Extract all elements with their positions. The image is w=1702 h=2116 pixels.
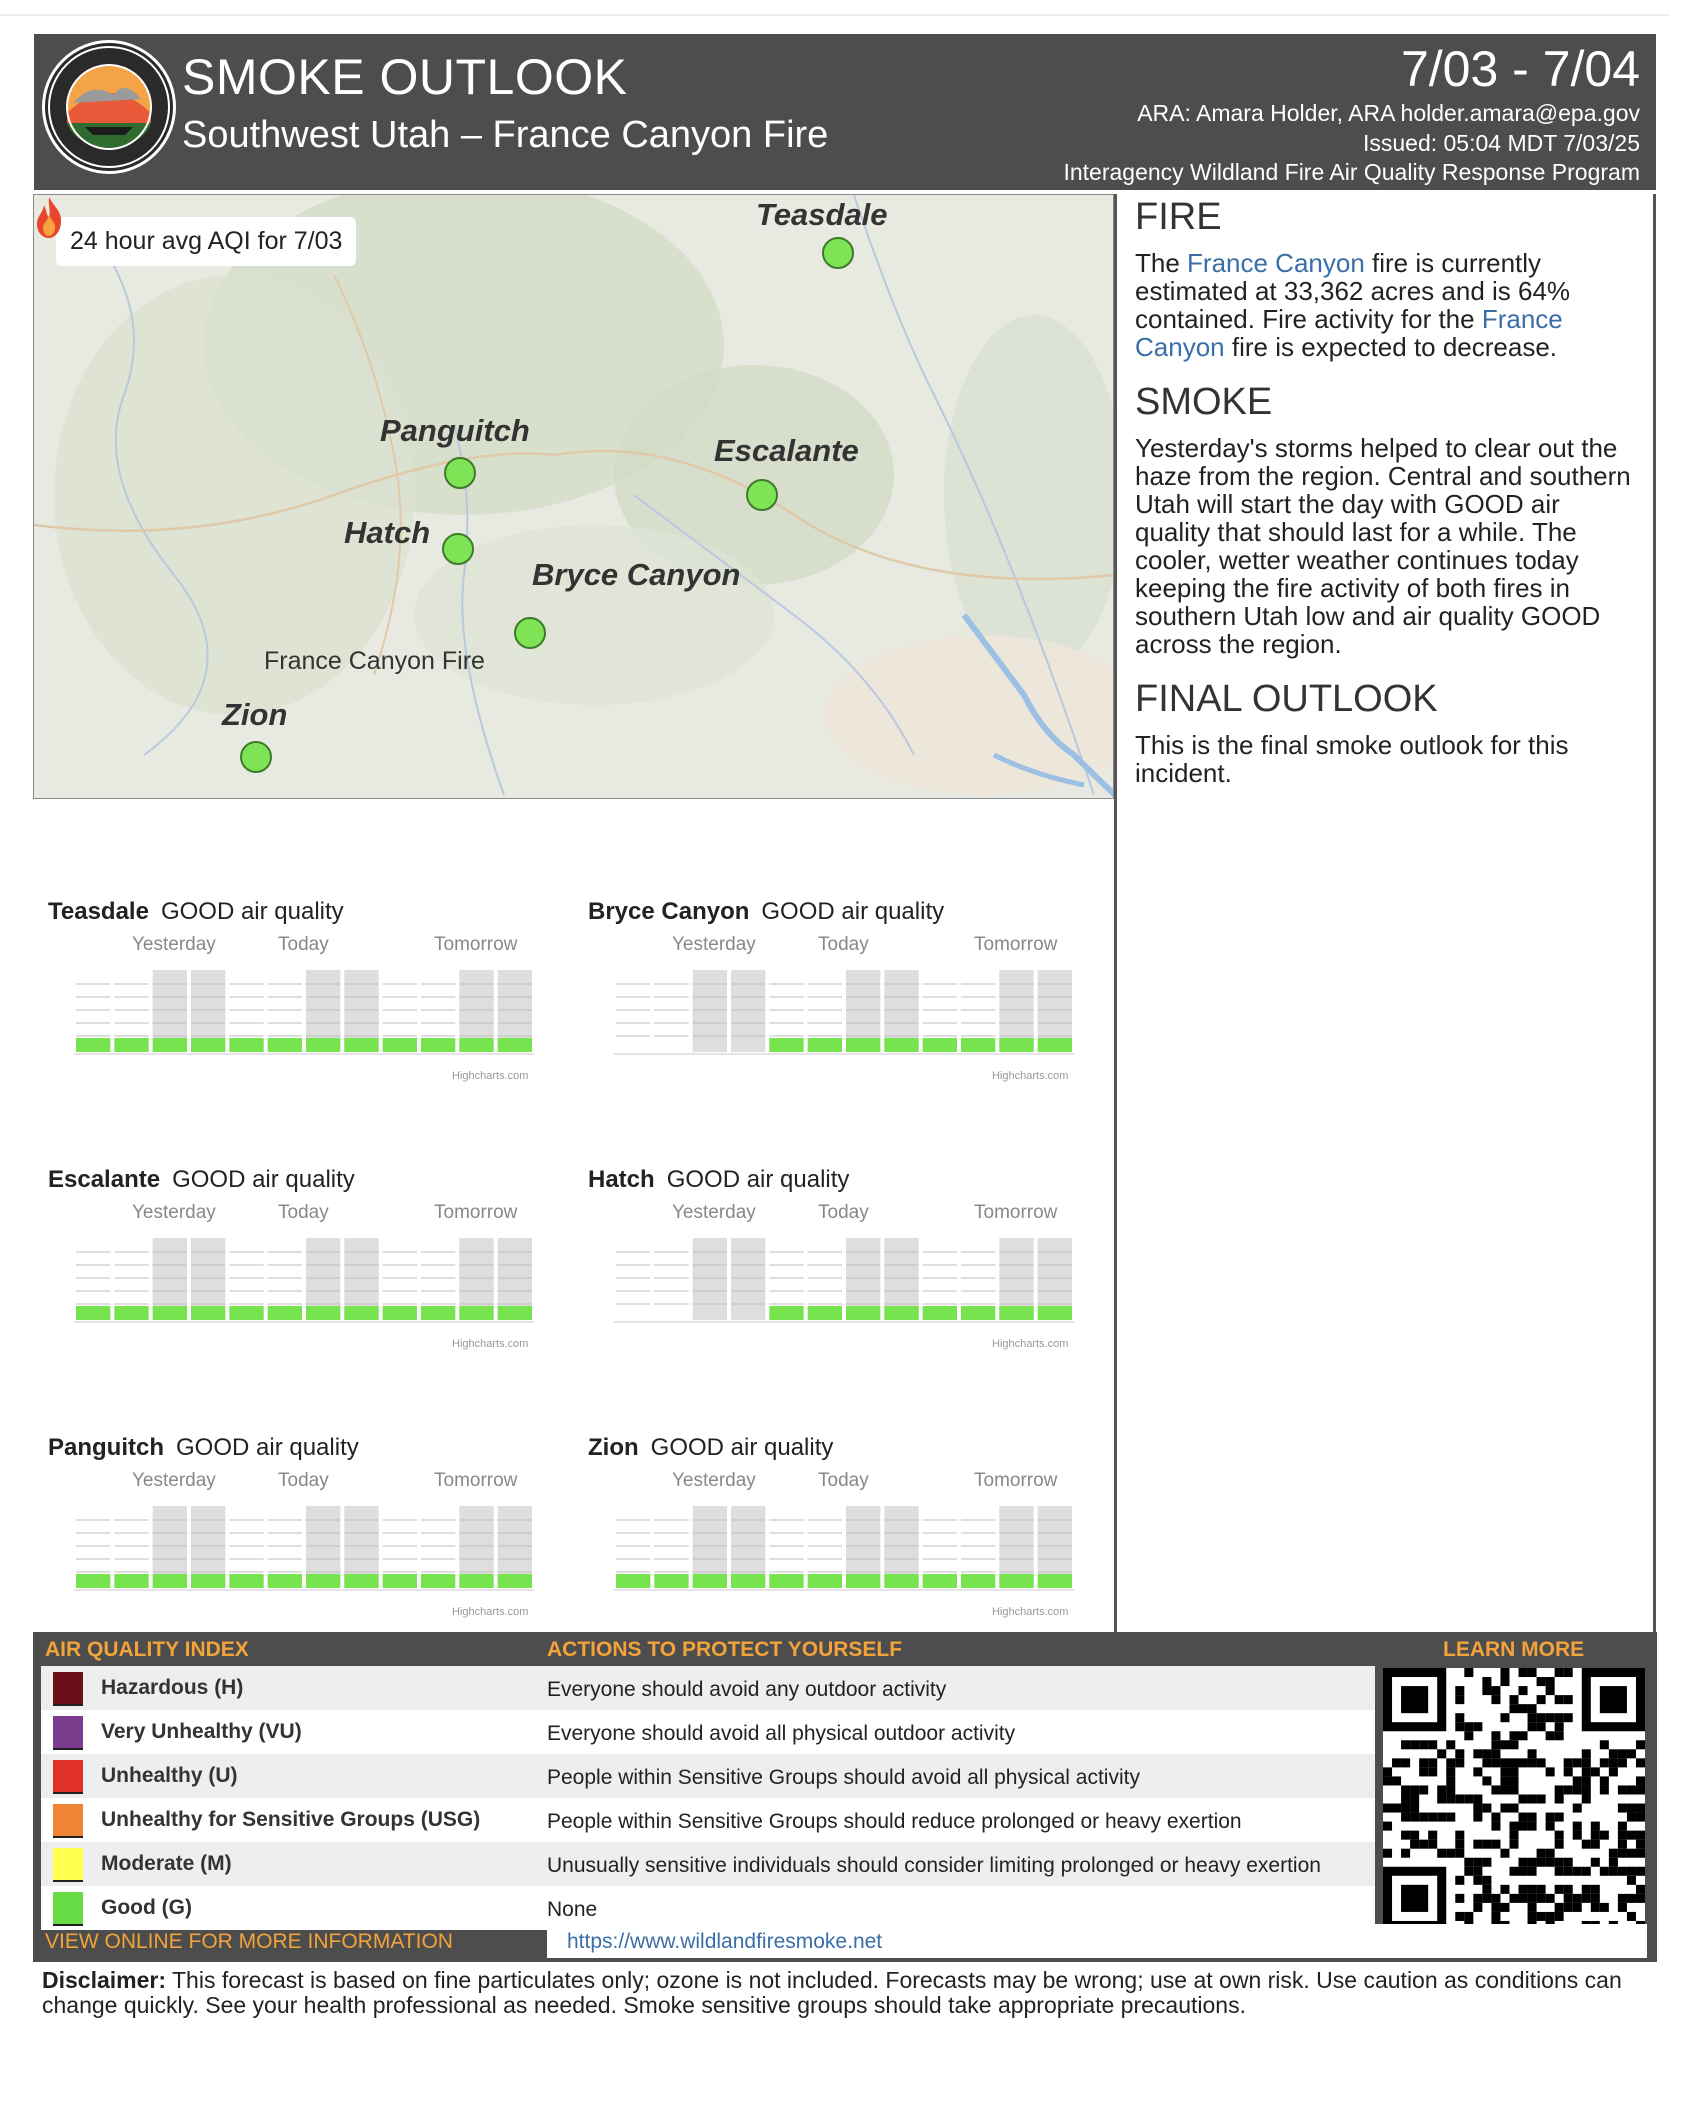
aqi-row <box>41 1842 1375 1886</box>
aqi-bar-good <box>808 1574 842 1588</box>
aqi-row <box>41 1754 1375 1798</box>
station-name: Panguitch <box>48 1434 165 1461</box>
aqi-action-text: People within Sensitive Groups should reduce prolonged or heavy exertion <box>547 1810 1242 1833</box>
aqi-action-text: Everyone should avoid any outdoor activity <box>547 1678 947 1701</box>
aqi-color-swatch <box>53 1716 83 1750</box>
day-label: Tomorrow <box>974 934 1058 955</box>
highcharts-credit[interactable]: Highcharts.com <box>992 1338 1069 1350</box>
fire-text-1: The <box>1135 248 1188 278</box>
program-logo <box>42 40 176 174</box>
aqi-bar-good <box>421 1574 455 1588</box>
station-status: GOOD air quality <box>160 898 344 925</box>
aqi-action-text: Everyone should avoid all physical outdoor activity <box>547 1722 1016 1745</box>
fire-text-2: fire is currently estimated at 33,362 acres and is 64% contained. Fire activity for the <box>1135 248 1571 334</box>
aqi-bar-good <box>654 1574 688 1588</box>
aqi-bar-good <box>846 1574 880 1588</box>
aqi-category-label: Unhealthy for Sensitive Groups (USG) <box>101 1808 481 1831</box>
station-chart <box>574 1434 1094 1634</box>
aqi-bar-good <box>961 1038 995 1052</box>
city-marker-teasdale[interactable] <box>822 237 854 269</box>
aqi-bar-good <box>268 1038 302 1052</box>
highcharts-credit[interactable]: Highcharts.com <box>992 1070 1069 1082</box>
city-marker-panguitch[interactable] <box>444 457 476 489</box>
learn-more-header: LEARN MORE <box>1443 1638 1585 1661</box>
day-label: Today <box>278 1470 329 1491</box>
day-label: Today <box>818 934 869 955</box>
aqi-map[interactable] <box>33 194 1114 799</box>
final-outlook-heading: FINAL OUTLOOK <box>1135 678 1438 720</box>
aqi-bar-good <box>769 1574 803 1588</box>
day-label: Today <box>818 1202 869 1223</box>
aqi-bar-good <box>731 1574 765 1588</box>
highcharts-credit[interactable]: Highcharts.com <box>992 1606 1069 1618</box>
aqi-bar-good <box>999 1306 1033 1320</box>
website-link[interactable]: https://www.wildlandfiresmoke.net <box>567 1930 883 1953</box>
aqi-bar-good <box>459 1574 493 1588</box>
station-name: Hatch <box>588 1166 655 1193</box>
city-label-teasdale: Teasdale <box>756 197 888 232</box>
aqi-bar-good <box>459 1038 493 1052</box>
station-name: Teasdale <box>48 898 149 925</box>
station-status: GOOD air quality <box>172 1166 355 1193</box>
aqi-bar-good <box>884 1306 918 1320</box>
aqi-bar-good <box>923 1306 957 1320</box>
issued-time: Issued: 05:04 MDT 7/03/25 <box>1362 130 1640 156</box>
aqi-bar-plot <box>74 1236 534 1328</box>
fire-icon <box>34 195 64 239</box>
aqi-bar-good <box>923 1038 957 1052</box>
aqi-bar-good <box>306 1306 340 1320</box>
aqi-bar-good <box>344 1574 378 1588</box>
aqi-bar-good <box>153 1574 187 1588</box>
aqi-category-label: Hazardous (H) <box>101 1676 244 1699</box>
program-name: Interagency Wildland Fire Air Quality Response Program <box>1063 159 1640 185</box>
aqi-bar-good <box>114 1038 148 1052</box>
station-name: Zion <box>588 1434 639 1461</box>
station-chart-title <box>48 898 344 926</box>
city-marker-bryce-canyon[interactable] <box>514 617 546 649</box>
aqi-category-label: Good (G) <box>101 1896 192 1919</box>
city-label-zion: Zion <box>222 697 288 732</box>
day-label: Yesterday <box>672 1202 756 1223</box>
aqi-bar-good <box>114 1306 148 1320</box>
aqi-bar-good <box>191 1574 225 1588</box>
aqi-bar-good <box>306 1574 340 1588</box>
aqi-bar-good <box>769 1038 803 1052</box>
city-marker-hatch[interactable] <box>442 533 474 565</box>
day-label: Tomorrow <box>974 1202 1058 1223</box>
station-status: GOOD air quality <box>650 1434 834 1461</box>
aqi-color-swatch <box>53 1672 83 1706</box>
aqi-action-text: People within Sensitive Groups should avoid all physical activity <box>547 1766 1140 1789</box>
ara-contact: ARA: Amara Holder, ARA holder.amara@epa.gov <box>1137 100 1640 126</box>
logo-ring <box>45 43 173 171</box>
station-name: Escalante <box>48 1166 161 1193</box>
aqi-bar-good <box>421 1306 455 1320</box>
aqi-bar-good <box>999 1038 1033 1052</box>
day-label: Tomorrow <box>434 1202 518 1223</box>
aqi-bar-good <box>191 1038 225 1052</box>
highcharts-credit[interactable]: Highcharts.com <box>452 1606 529 1618</box>
aqi-bar-good <box>191 1306 225 1320</box>
aqi-bar-good <box>383 1038 417 1052</box>
forecast-dates: 7/03 - 7/04 <box>1400 41 1640 97</box>
aqi-bar-good <box>923 1574 957 1588</box>
station-chart <box>574 1166 1094 1366</box>
aqi-bar-good <box>961 1574 995 1588</box>
day-label: Today <box>818 1470 869 1491</box>
day-label: Tomorrow <box>434 934 518 955</box>
aqi-category-label: Moderate (M) <box>101 1852 232 1875</box>
day-label: Yesterday <box>672 934 756 955</box>
aqi-bar-good <box>268 1306 302 1320</box>
station-status: GOOD air quality <box>761 898 945 925</box>
aqi-bar-good <box>421 1038 455 1052</box>
top-rule <box>0 14 1670 16</box>
bar-background <box>693 1238 727 1320</box>
aqi-bar-good <box>229 1306 263 1320</box>
qr-code-icon[interactable] <box>1383 1668 1645 1930</box>
smoke-heading: SMOKE <box>1135 381 1273 423</box>
fire-link-france-canyon[interactable]: France Canyon <box>1187 248 1365 278</box>
station-status: GOOD air quality <box>666 1166 850 1193</box>
smoke-paragraph: Yesterday's storms helped to clear out the haze from the region. Central and southern Utah will start the day with GOOD air quality that should last for a while. The cooler, wetter weather continues today keeping the fire activity of both fires in southern Utah low and air quality GOOD across the region. <box>1135 433 1631 659</box>
day-label: Tomorrow <box>434 1470 518 1491</box>
terrain-basemap <box>34 195 1114 799</box>
aqi-bar-good <box>344 1038 378 1052</box>
aqi-bar-good <box>693 1574 727 1588</box>
actions-col-header: ACTIONS TO PROTECT YOURSELF <box>547 1638 903 1661</box>
fire-paragraph <box>1135 249 1639 361</box>
aqi-bar-plot <box>614 968 1074 1060</box>
aqi-bar-good <box>459 1306 493 1320</box>
aqi-bar-good <box>76 1306 110 1320</box>
aqi-color-swatch <box>53 1804 83 1838</box>
aqi-bar-good <box>961 1306 995 1320</box>
highcharts-credit[interactable]: Highcharts.com <box>452 1070 529 1082</box>
aqi-color-swatch <box>53 1848 83 1882</box>
fire-location-label: France Canyon Fire <box>264 647 485 675</box>
aqi-bar-good <box>846 1038 880 1052</box>
aqi-bar-good <box>1038 1574 1072 1588</box>
aqi-row <box>41 1666 1375 1710</box>
aqi-bar-good <box>229 1574 263 1588</box>
day-label: Yesterday <box>672 1470 756 1491</box>
city-label-bryce-canyon: Bryce Canyon <box>532 557 741 592</box>
aqi-bar-good <box>884 1038 918 1052</box>
disclaimer <box>42 1968 1622 2018</box>
station-chart-title <box>48 1166 355 1194</box>
aqi-bar-good <box>229 1038 263 1052</box>
aqi-bar-good <box>153 1038 187 1052</box>
map-aqi-label: 24 hour avg AQI for 7/03 <box>56 217 356 266</box>
aqi-color-swatch <box>53 1760 83 1794</box>
day-label: Yesterday <box>132 934 216 955</box>
disclaimer-label: Disclaimer: <box>42 1967 167 1993</box>
station-chart <box>34 898 554 1098</box>
page-subtitle: Southwest Utah – France Canyon Fire <box>182 114 829 156</box>
aqi-bar-good <box>1038 1306 1072 1320</box>
aqi-row <box>41 1710 1375 1754</box>
aqi-bar-good <box>616 1574 650 1588</box>
city-label-panguitch: Panguitch <box>380 413 530 448</box>
header-banner <box>34 34 1656 190</box>
station-status: GOOD air quality <box>176 1434 359 1461</box>
aqi-bar-good <box>498 1306 532 1320</box>
aqi-bar-good <box>344 1306 378 1320</box>
aqi-bar-good <box>846 1306 880 1320</box>
fire-text-3: fire is expected to decrease. <box>1224 332 1558 362</box>
aqi-row <box>41 1798 1375 1842</box>
aqi-bar-good <box>76 1574 110 1588</box>
page-title: SMOKE OUTLOOK <box>182 49 628 105</box>
aqi-bar-plot <box>74 1504 534 1596</box>
station-chart-title <box>588 1434 833 1462</box>
aqi-bar-good <box>76 1038 110 1052</box>
aqi-action-text: None <box>547 1898 598 1921</box>
city-marker-zion[interactable] <box>240 741 272 773</box>
aqi-col-header: AIR QUALITY INDEX <box>45 1638 249 1661</box>
aqi-action-text: Unusually sensitive individuals should consider limiting prolonged or heavy exertion <box>547 1854 1321 1877</box>
aqi-bar-good <box>1038 1038 1072 1052</box>
fire-link-france-canyon-2[interactable]: France Canyon <box>1135 304 1563 362</box>
aqi-legend-table <box>33 1632 1657 1962</box>
aqi-bar-plot <box>614 1504 1074 1596</box>
aqi-bar-good <box>268 1574 302 1588</box>
station-name: Bryce Canyon <box>588 898 750 925</box>
aqi-category-label: Unhealthy (U) <box>101 1764 238 1787</box>
narrative-panel <box>1114 194 1656 1632</box>
city-label-hatch: Hatch <box>344 515 431 550</box>
station-chart <box>34 1434 554 1634</box>
aqi-color-swatch <box>53 1892 83 1926</box>
aqi-bar-good <box>808 1306 842 1320</box>
station-chart-title <box>588 1166 849 1194</box>
day-label: Yesterday <box>132 1470 216 1491</box>
aqi-bar-good <box>383 1306 417 1320</box>
aqi-bar-good <box>306 1038 340 1052</box>
city-label-escalante: Escalante <box>714 433 859 468</box>
station-chart <box>574 898 1094 1098</box>
aqi-bar-good <box>999 1574 1033 1588</box>
bar-background <box>731 970 765 1052</box>
aqi-bar-good <box>383 1574 417 1588</box>
city-marker-escalante[interactable] <box>746 479 778 511</box>
station-chart-title <box>48 1434 359 1462</box>
url-box <box>547 1924 1647 1958</box>
aqi-category-label: Very Unhealthy (VU) <box>101 1720 302 1743</box>
view-online-label: VIEW ONLINE FOR MORE INFORMATION <box>45 1930 453 1953</box>
aqi-bar-good <box>114 1574 148 1588</box>
fire-heading: FIRE <box>1135 196 1222 238</box>
day-label: Today <box>278 934 329 955</box>
aqi-bar-good <box>808 1038 842 1052</box>
day-label: Yesterday <box>132 1202 216 1223</box>
highcharts-credit[interactable]: Highcharts.com <box>452 1338 529 1350</box>
aqi-bar-good <box>769 1306 803 1320</box>
day-label: Tomorrow <box>974 1470 1058 1491</box>
aqi-bar-good <box>153 1306 187 1320</box>
bar-background <box>693 970 727 1052</box>
final-outlook-paragraph: This is the final smoke outlook for this incident. <box>1135 730 1569 788</box>
day-label: Today <box>278 1202 329 1223</box>
aqi-bar-plot <box>614 1236 1074 1328</box>
aqi-bar-good <box>884 1574 918 1588</box>
aqi-bar-good <box>498 1574 532 1588</box>
aqi-bar-good <box>498 1038 532 1052</box>
station-chart <box>34 1166 554 1366</box>
disclaimer-text: This forecast is based on fine particulates only; ozone is not included. Forecasts may be wrong; use at own risk. Use caution as conditions can change quickly. See your health professional as needed. Smoke sensitive groups should take appropriate precautions. <box>42 1967 1622 2018</box>
bar-background <box>731 1238 765 1320</box>
aqi-bar-plot <box>74 968 534 1060</box>
station-chart-title <box>588 898 944 926</box>
